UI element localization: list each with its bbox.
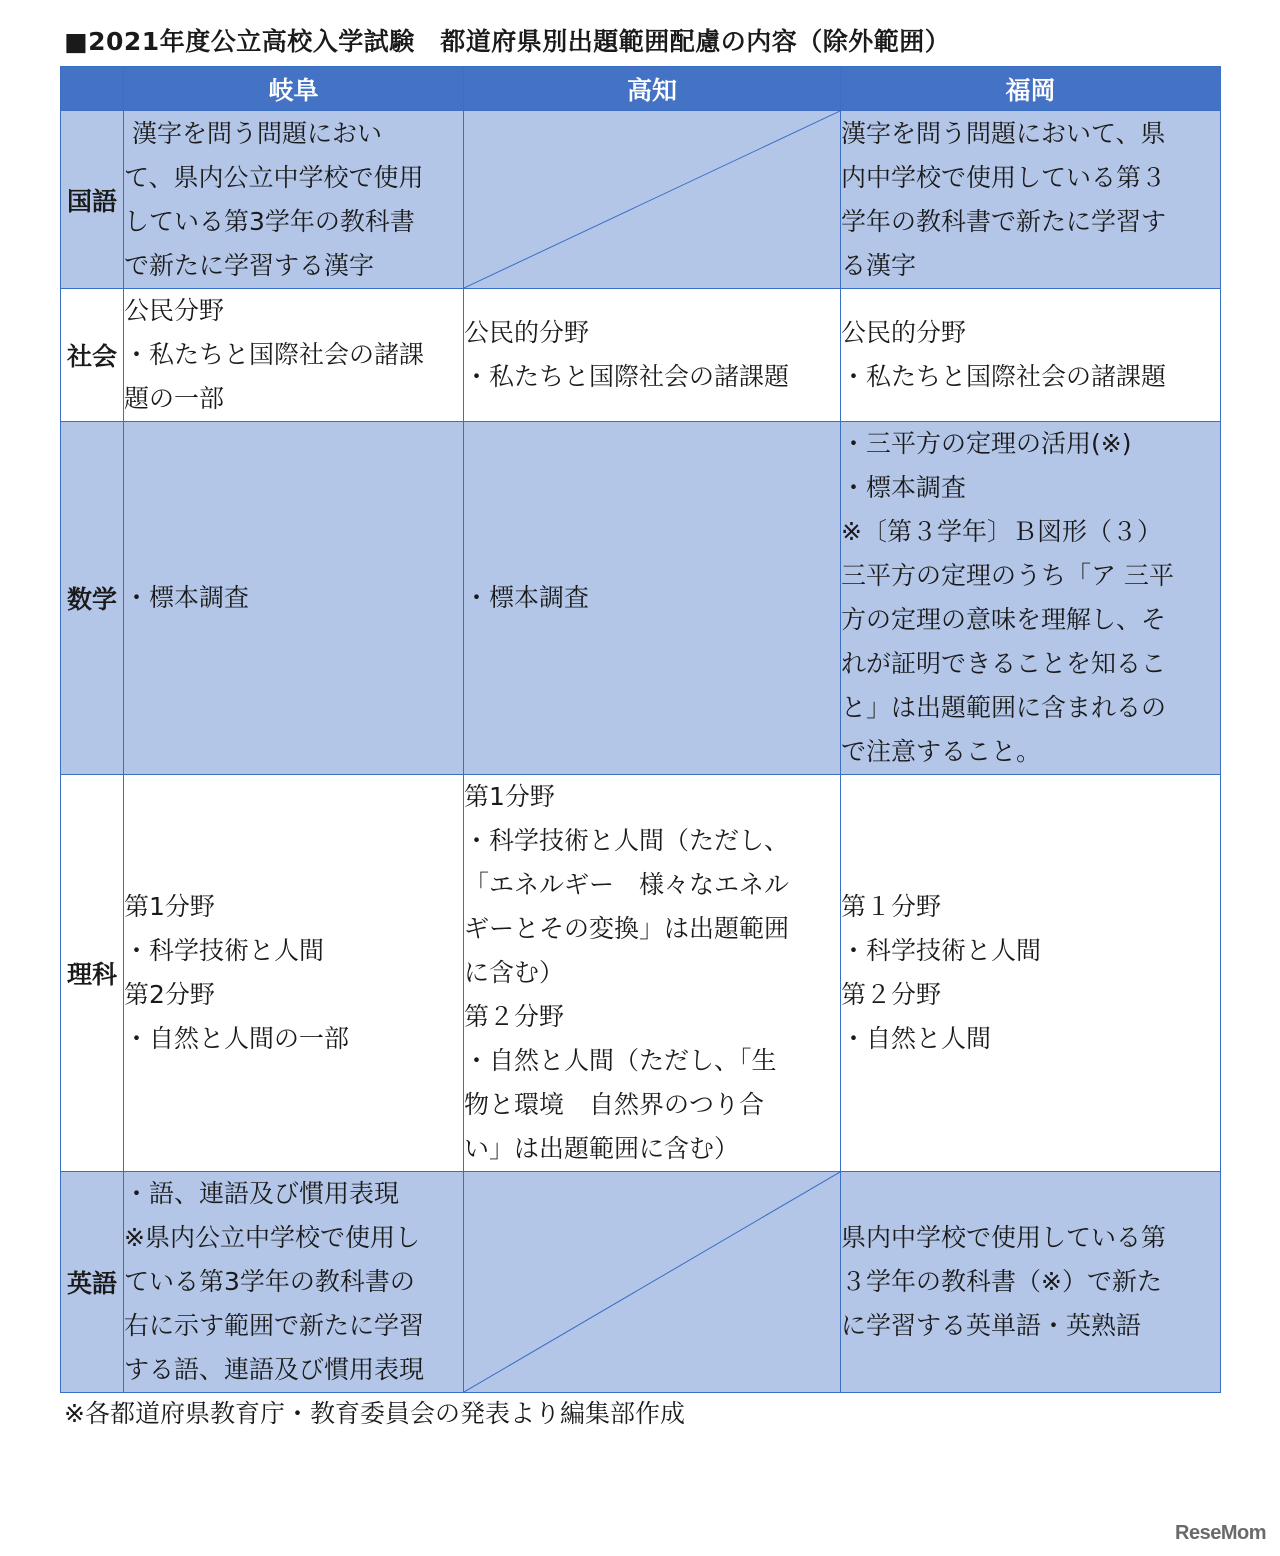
table-row-shakai — [61, 289, 1221, 422]
table-row-eigo — [61, 1172, 1221, 1393]
header-corner — [61, 67, 124, 111]
table-row-rika — [61, 775, 1221, 1172]
subject-label: 国語 — [61, 111, 124, 289]
cell-fukuoka: 第１分野 ・科学技術と人間 第２分野 ・自然と人間 — [841, 775, 1221, 1172]
diagonal-line — [464, 1172, 840, 1392]
subject-label: 英語 — [61, 1172, 124, 1393]
cell-kochi: 公民的分野 ・私たちと国際社会の諸課題 — [464, 289, 841, 422]
cell-fukuoka: 漢字を問う問題において、県 内中学校で使用している第３ 学年の教科書で新たに学習す る漢字 — [841, 111, 1221, 289]
cell-gifu: 第1分野 ・科学技術と人間 第2分野 ・自然と人間の一部 — [124, 775, 464, 1172]
column-header-kochi: 高知 — [464, 67, 841, 111]
subject-label: 理科 — [61, 775, 124, 1172]
source-note: ※各都道府県教育庁・教育委員会の発表より編集部作成 — [64, 1399, 685, 1428]
cell-kochi: ・標本調査 — [464, 422, 841, 775]
diagonal-line — [464, 111, 840, 288]
cell-kochi-empty — [464, 111, 841, 289]
cell-gifu: 漢字を問う問題におい て、県内公立中学校で使用 している第3学年の教科書 で新たに学習する漢字 — [124, 111, 464, 289]
cell-fukuoka: 公民的分野 ・私たちと国際社会の諸課題 — [841, 289, 1221, 422]
exam-scope-table — [60, 66, 1221, 1393]
cell-kochi: 第1分野 ・科学技術と人間（ただし、 「エネルギー 様々なエネル ギーとその変換」は出題範囲 に含む） 第２分野 ・自然と人間（ただし、「生 物と環境 自然界のつり合 い」は出題範囲に含む） — [464, 775, 841, 1172]
column-header-gifu: 岐阜 — [124, 67, 464, 111]
table-row-kokugo — [61, 111, 1221, 289]
cell-gifu: ・語、連語及び慣用表現 ※県内公立中学校で使用し ている第3学年の教科書の 右に示す範囲で新たに学習 する語、連語及び慣用表現 — [124, 1172, 464, 1393]
cell-fukuoka: ・三平方の定理の活用(※) ・標本調査 ※〔第３学年〕Ｂ図形（３） 三平方の定理のうち「ア 三平 方の定理の意味を理解し、そ れが証明できることを知るこ と」は出題範囲に含まれるの で注意すること。 — [841, 422, 1221, 775]
cell-kochi-empty — [464, 1172, 841, 1393]
subject-label: 社会 — [61, 289, 124, 422]
cell-gifu: ・標本調査 — [124, 422, 464, 775]
subject-label: 数学 — [61, 422, 124, 775]
header-row — [61, 67, 1221, 111]
column-header-fukuoka: 福岡 — [841, 67, 1221, 111]
cell-gifu: 公民分野 ・私たちと国際社会の諸課 題の一部 — [124, 289, 464, 422]
table-row-sugaku — [61, 422, 1221, 775]
cell-fukuoka: 県内中学校で使用している第 ３学年の教科書（※）で新た に学習する英単語・英熟語 — [841, 1172, 1221, 1393]
resemom-logo: ReseMom — [1175, 1522, 1266, 1544]
page-title: ■2021年度公立高校入学試験 都道府県別出題範囲配慮の内容（除外範囲） — [64, 27, 951, 56]
